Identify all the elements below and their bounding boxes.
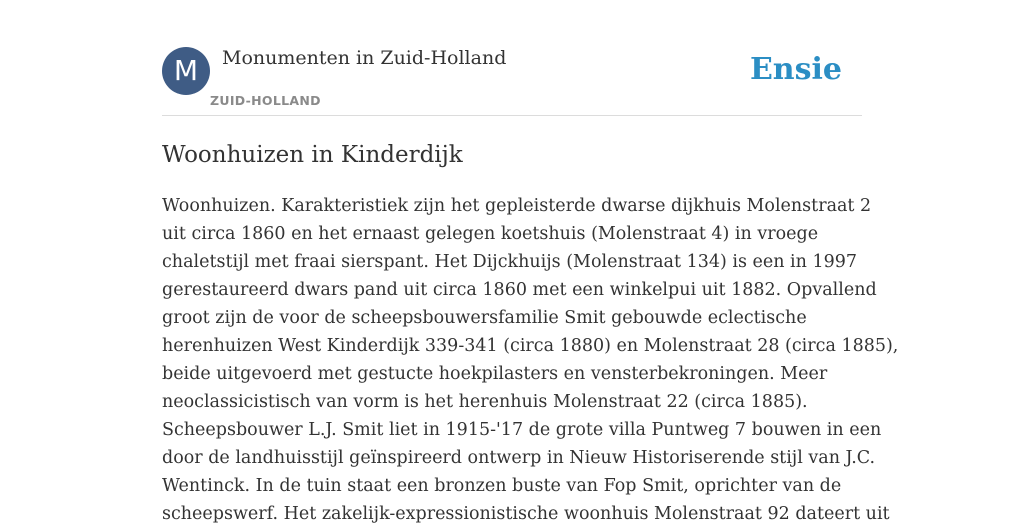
site-title[interactable]: Monumenten in Zuid-Holland <box>222 47 507 69</box>
category-label[interactable]: ZUID-HOLLAND <box>210 93 321 108</box>
article-body-line: Wentinck. In de tuin staat een bronzen buste van Fop Smit, oprichter van de <box>162 476 842 496</box>
brand-logo[interactable]: Ensie <box>749 52 842 87</box>
article-body-line: scheepswerf. Het zakelijk-expressionistische woonhuis Molenstraat 92 dateert uit <box>162 504 890 524</box>
article-body-line: groot zijn de voor de scheepsbouwersfamilie Smit gebouwde eclectische <box>162 308 807 328</box>
article-body-line: gerestaureerd dwars pand uit circa 1860 met een winkelpui uit 1882. Opvallend <box>162 280 877 300</box>
article-body-line: chaletstijl met fraai sierspant. Het Dijckhuijs (Molenstraat 134) is een in 1997 <box>162 252 858 272</box>
article-body-line: Scheepsbouwer L.J. Smit liet in 1915-'17 de grote villa Puntweg 7 bouwen in een <box>162 420 882 440</box>
article-body-line: herenhuizen West Kinderdijk 339-341 (circa 1880) en Molenstraat 28 (circa 1885), <box>162 336 899 356</box>
article-title: Woonhuizen in Kinderdijk <box>162 142 463 168</box>
article-body-line: Woonhuizen. Karakteristiek zijn het gepleisterde dwarse dijkhuis Molenstraat 2 <box>162 196 872 216</box>
article-body-line: uit circa 1860 en het ernaast gelegen koetshuis (Molenstraat 4) in vroege <box>162 224 819 244</box>
divider <box>162 115 862 116</box>
article-body <box>162 192 899 528</box>
header <box>162 46 862 116</box>
article-body-line: door de landhuisstijl geïnspireerd ontwerp in Nieuw Historiserende stijl van J.C. <box>162 448 876 468</box>
article-body-line: beide uitgevoerd met gestucte hoekpilasters en vensterbekroningen. Meer <box>162 364 828 384</box>
avatar[interactable]: M <box>162 47 210 95</box>
article-body-line: neoclassicistisch van vorm is het herenhuis Molenstraat 22 (circa 1885). <box>162 392 808 412</box>
